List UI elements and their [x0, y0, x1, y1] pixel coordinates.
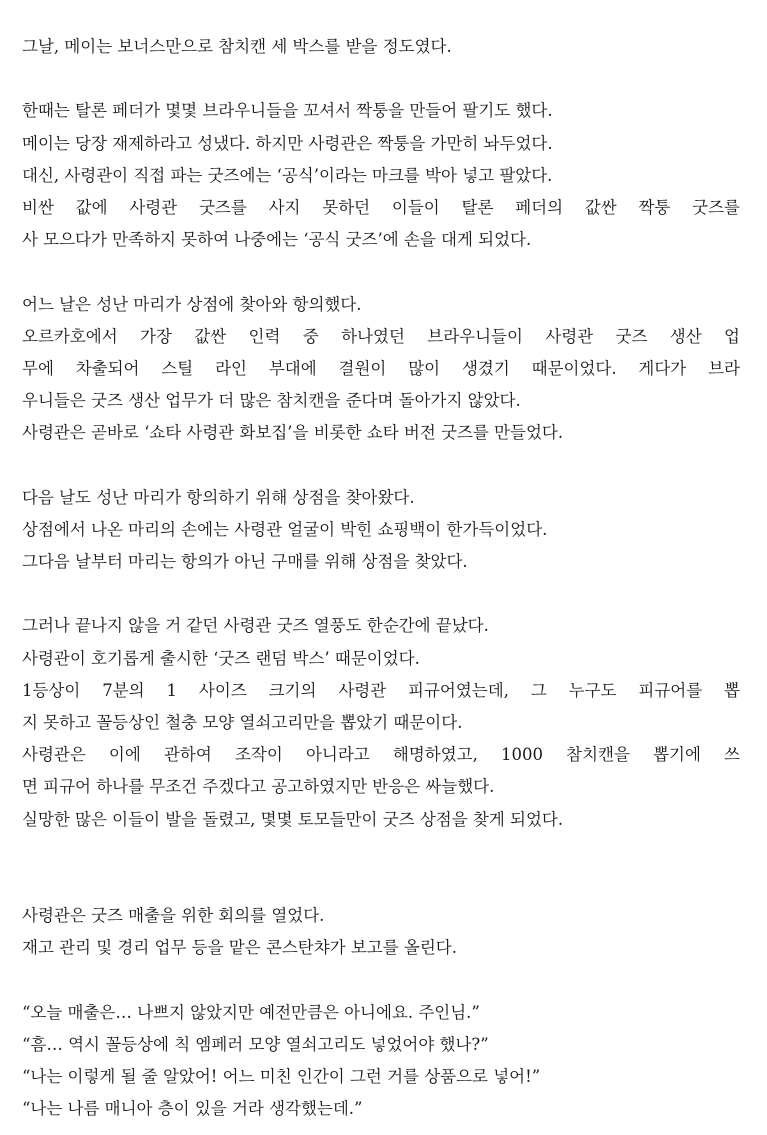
document-body — [22, 31, 740, 1125]
dialogue-line: “오늘 매출은… 나쁘지 않았지만 예전만큼은 아니에요. 주인님.” — [22, 1002, 480, 1022]
dialogue-line: “흠… 역시 꼴등상에 칙 엠페러 모양 열쇠고리도 넣었어야 했나?” — [22, 1034, 489, 1054]
text-line: 지 못하고 꼴등상인 철충 모양 열쇠고리만을 뽑았기 때문이다. — [22, 712, 463, 732]
paragraph-gap — [22, 63, 740, 95]
text-line: 상점에서 나온 마리의 손에는 사령관 얼굴이 박힌 쇼핑백이 한가득이었다. — [22, 519, 548, 539]
text-line: 그다음 날부터 마리는 항의가 아닌 구매를 위해 상점을 찾았다. — [22, 552, 468, 571]
text-line: 오르카호에서 가장 값싼 인력 중 하나였던 브라우니들이 사령관 굿즈 생산 업 — [22, 326, 740, 346]
paragraph-4 — [22, 482, 740, 579]
text-line: 그러나 끝나지 않을 거 같던 사령관 굿즈 열풍도 한순간에 끝났다. — [22, 616, 489, 636]
paragraph-7 — [22, 997, 740, 1126]
text-line: 대신, 사령관이 직접 파는 굿즈에는 ‘공식’이라는 마크를 박아 넣고 팔았다. — [22, 165, 553, 185]
text-line: 1등상이 7분의 1 사이즈 크기의 사령관 피규어였는데, 그 누구도 피규어를 뽑 — [22, 680, 740, 700]
paragraph-5 — [22, 610, 740, 835]
paragraph-2 — [22, 95, 740, 256]
text-line: 비싼 값에 사령관 굿즈를 사지 못하던 이들이 탈론 페더의 값싼 짝퉁 굿즈를 — [22, 197, 740, 217]
paragraph-gap — [22, 836, 740, 900]
paragraph-gap — [22, 964, 740, 996]
paragraph-gap — [22, 449, 740, 481]
paragraph-1 — [22, 31, 740, 63]
text-line: 사령관은 굿즈 매출을 위한 회의를 열었다. — [22, 906, 325, 926]
text-line: 사령관은 이에 관하여 조작이 아니라고 해명하였고, 1000 참치캔을 뽑기에 쓰 — [22, 745, 740, 765]
text-line: 사령관이 호기롭게 출시한 ‘굿즈 랜덤 박스’ 때문이었다. — [22, 648, 420, 668]
dialogue-line: “나는 나름 매니아 층이 있을 거라 생각했는데.” — [22, 1099, 363, 1119]
text-line: 사령관은 곧바로 ‘쇼타 사령관 화보집’을 비롯한 쇼타 버전 굿즈를 만들었다. — [22, 423, 564, 443]
paragraph-gap — [22, 578, 740, 610]
text-line: 실망한 많은 이들이 발을 돌렸고, 몇몇 토모들만이 굿즈 상점을 찾게 되었다. — [22, 809, 564, 829]
paragraph-6 — [22, 900, 740, 964]
text-line: 메이는 당장 재제하라고 성냈다. 하지만 사령관은 짝퉁을 가만히 놔두었다. — [22, 133, 553, 153]
paragraph-gap — [22, 256, 740, 288]
text-line: 무에 차출되어 스틸 라인 부대에 결원이 많이 생겼기 때문이었다. 게다가 브라 — [22, 358, 740, 378]
dialogue-line: “나는 이렇게 될 줄 알았어! 어느 미친 인간이 그런 거를 상품으로 넣어!” — [22, 1067, 541, 1087]
text-line: 한때는 탈론 페더가 몇몇 브라우니들을 꼬셔서 짝퉁을 만들어 팔기도 했다. — [22, 101, 553, 121]
text-line: 다음 날도 성난 마리가 항의하기 위해 상점을 찾아왔다. — [22, 487, 415, 507]
text-line: 어느 날은 성난 마리가 상점에 찾아와 항의했다. — [22, 294, 362, 314]
paragraph-3 — [22, 289, 740, 450]
text-line: 우니들은 굿즈 생산 업무가 더 많은 참치캔을 준다며 돌아가지 않았다. — [22, 391, 521, 411]
text-line: 사 모으다가 만족하지 못하여 나중에는 ‘공식 굿즈’에 손을 대게 되었다. — [22, 230, 532, 250]
text-line: 면 피규어 하나를 무조건 주겠다고 공고하였지만 반응은 싸늘했다. — [22, 777, 495, 797]
text-line: 그날, 메이는 보너스만으로 참치캔 세 박스를 받을 정도였다. — [22, 37, 452, 56]
text-line: 재고 관리 및 경리 업무 등을 맡은 콘스탄챠가 보고를 올린다. — [22, 938, 457, 958]
